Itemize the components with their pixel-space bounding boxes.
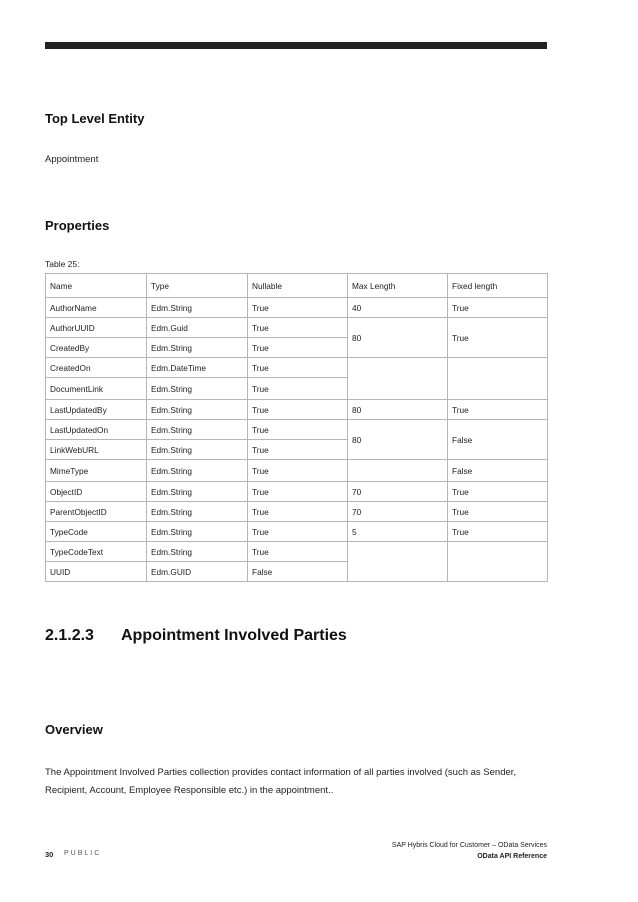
top-level-entity-value: Appointment [45,154,99,165]
header-rule [45,42,547,49]
overview-heading: Overview [45,722,103,737]
column-header-max-length: Max Length [348,274,448,298]
column-header-nullable: Nullable [248,274,348,298]
column-header-name: Name [46,274,147,298]
cell-fixed-length: False [448,460,548,482]
properties-heading: Properties [45,218,110,233]
cell-name: LastUpdatedOn [46,420,147,440]
cell-fixed-length: True [448,298,548,318]
cell-type: Edm.String [147,440,248,460]
cell-name: DocumentLink [46,378,147,400]
cell-fixed-length: True [448,502,548,522]
cell-nullable: True [248,378,348,400]
cell-name: CreatedBy [46,338,147,358]
table-row [46,400,548,420]
cell-nullable: True [248,318,348,338]
properties-table [45,273,548,582]
cell-type: Edm.String [147,522,248,542]
cell-name: LastUpdatedBy [46,400,147,420]
cell-nullable: True [248,298,348,318]
cell-type: Edm.String [147,482,248,502]
cell-type: Edm.String [147,502,248,522]
table-row [46,522,548,542]
table-row [46,420,548,440]
table-row [46,502,548,522]
cell-fixed-length: False [448,420,548,460]
table-row [46,318,548,338]
cell-name: TypeCode [46,522,147,542]
table-row [46,542,548,562]
cell-nullable: True [248,502,348,522]
cell-nullable: False [248,562,348,582]
cell-fixed-length [448,542,548,582]
cell-max-length [348,460,448,482]
cell-type: Edm.String [147,542,248,562]
cell-max-length: 80 [348,420,448,460]
cell-name: UUID [46,562,147,582]
cell-type: Edm.String [147,298,248,318]
overview-text: The Appointment Involved Parties collection provides contact information of all parties involved (such as Sender, Recipient, Account, Employee Responsible etc.) in the appointment.. [45,767,517,796]
cell-name: AuthorName [46,298,147,318]
cell-max-length: 5 [348,522,448,542]
table-row [46,482,548,502]
cell-name: LinkWebURL [46,440,147,460]
cell-nullable: True [248,542,348,562]
cell-fixed-length [448,358,548,400]
cell-max-length: 70 [348,482,448,502]
cell-nullable: True [248,440,348,460]
footer-doc-title: SAP Hybris Cloud for Customer – OData Services [391,842,547,849]
cell-type: Edm.String [147,420,248,440]
table-row [46,298,548,318]
cell-max-length: 80 [348,318,448,358]
cell-type: Edm.DateTime [147,358,248,378]
cell-fixed-length: True [448,400,548,420]
section-title: Appointment Involved Parties [121,627,347,644]
cell-type: Edm.String [147,460,248,482]
cell-type: Edm.String [147,400,248,420]
cell-name: CreatedOn [46,358,147,378]
column-header-type: Type [147,274,248,298]
cell-name: ObjectID [46,482,147,502]
top-level-entity-heading: Top Level Entity [45,111,145,126]
cell-type: Edm.String [147,338,248,358]
table-row [46,460,548,482]
cell-name: ParentObjectID [46,502,147,522]
cell-nullable: True [248,522,348,542]
footer-classification: PUBLIC [64,850,102,857]
cell-max-length [348,358,448,400]
cell-max-length: 40 [348,298,448,318]
footer-doc-subtitle: OData API Reference [477,853,547,860]
cell-nullable: True [248,338,348,358]
cell-max-length [348,542,448,582]
table-row [46,358,548,378]
cell-nullable: True [248,358,348,378]
cell-nullable: True [248,460,348,482]
table-caption: Table 25: [45,259,80,269]
cell-type: Edm.GUID [147,562,248,582]
cell-max-length: 70 [348,502,448,522]
cell-name: MimeType [46,460,147,482]
cell-nullable: True [248,400,348,420]
cell-type: Edm.String [147,378,248,400]
section-number: 2.1.2.3 [45,627,94,644]
cell-nullable: True [248,420,348,440]
cell-name: AuthorUUID [46,318,147,338]
cell-type: Edm.Guid [147,318,248,338]
cell-fixed-length: True [448,482,548,502]
footer-doc-info [392,840,547,862]
cell-fixed-length: True [448,318,548,358]
column-header-fixed-length: Fixed length [448,274,548,298]
cell-fixed-length: True [448,522,548,542]
cell-name: TypeCodeText [46,542,147,562]
footer-page-number: 30 [45,850,54,859]
cell-nullable: True [248,482,348,502]
table-header-row [46,274,548,298]
cell-max-length: 80 [348,400,448,420]
